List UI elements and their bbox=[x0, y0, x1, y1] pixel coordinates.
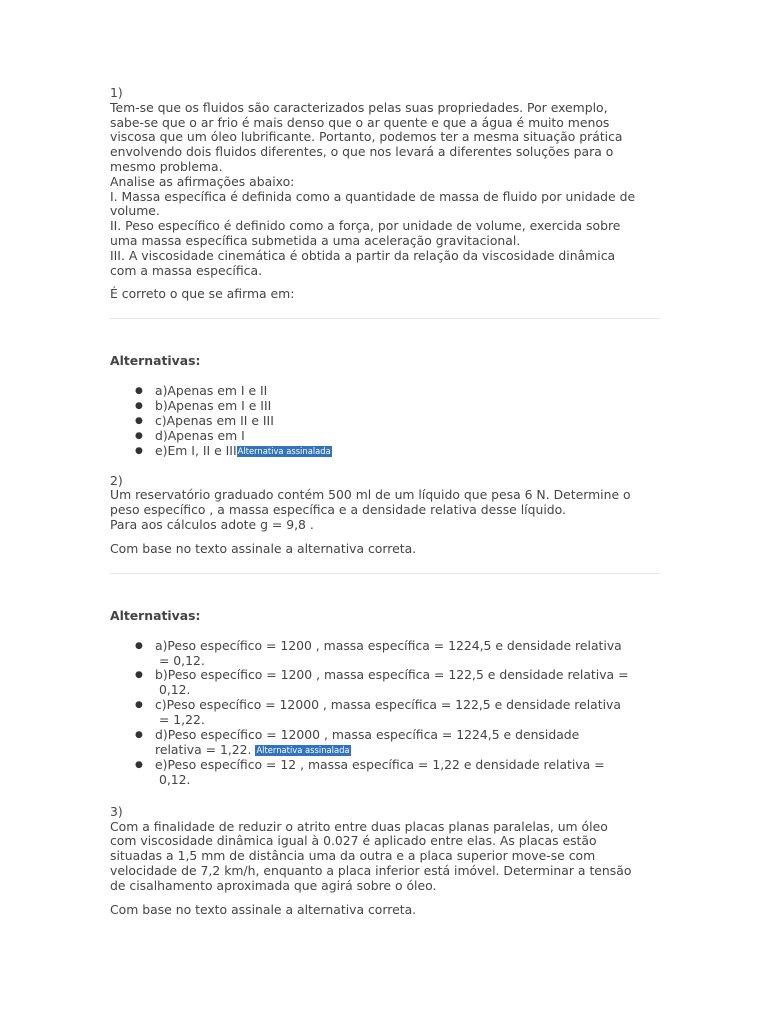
alternatives-list bbox=[110, 639, 662, 788]
document-content bbox=[110, 86, 662, 917]
bullet-icon: ● bbox=[135, 670, 143, 681]
bullet-icon: ● bbox=[135, 386, 143, 397]
question-number: 2) bbox=[110, 472, 123, 488]
statement-line: mesmo problema. bbox=[110, 158, 223, 174]
bullet-icon: ● bbox=[135, 730, 143, 741]
statement-line: Para aos cálculos adote g = 9,8 . bbox=[110, 517, 314, 533]
alternative-d[interactable] bbox=[110, 429, 662, 444]
statement-line: I. Massa específica é definida como a quantidade de massa de fluido por unidade de bbox=[110, 188, 636, 204]
alternative-text: e)Peso específico = 12 , massa específica = 1,22 e densidade relativa = bbox=[155, 756, 605, 772]
alternatives-title: Alternativas: bbox=[110, 607, 201, 623]
question-prompt: Com base no texto assinale a alternativa correta. bbox=[110, 901, 417, 917]
question-statement bbox=[110, 101, 662, 279]
bullet-icon: ● bbox=[135, 401, 143, 412]
question-number: 3) bbox=[110, 803, 123, 819]
statement-line: Com a finalidade de reduzir o atrito entre duas placas planas paralelas, um óleo bbox=[110, 818, 608, 834]
statement-line: Um reservatório graduado contém 500 ml de um líquido que pesa 6 N. Determine o bbox=[110, 487, 631, 503]
statement-line: peso específico , a massa específica e a densidade relativa desse líquido. bbox=[110, 502, 566, 518]
alternative-a[interactable] bbox=[110, 639, 662, 669]
alternative-b[interactable] bbox=[110, 399, 662, 414]
question-1 bbox=[110, 86, 662, 459]
statement-line: com a massa específica. bbox=[110, 262, 263, 278]
question-prompt: Com base no texto assinale a alternativa correta. bbox=[110, 540, 417, 556]
statement-line: Analise as afirmações abaixo: bbox=[110, 173, 295, 189]
alternative-b[interactable] bbox=[110, 668, 662, 698]
divider bbox=[110, 573, 660, 574]
statement-line: situadas a 1,5 mm de distância uma da outra e a placa superior move-se com bbox=[110, 848, 596, 864]
question-number: 1) bbox=[110, 85, 123, 100]
alternatives-title: Alternativas: bbox=[110, 353, 201, 369]
bullet-icon: ● bbox=[135, 415, 143, 426]
alternative-c[interactable] bbox=[110, 414, 662, 429]
alternative-text: b)Apenas em I e III bbox=[155, 398, 272, 414]
statement-line: Tem-se que os fluidos são caracterizados pelas suas propriedades. Por exemplo, bbox=[110, 99, 608, 115]
statement-line: sabe-se que o ar frio é mais denso que o ar quente e que a água é muito menos bbox=[110, 114, 610, 130]
statement-line: com viscosidade dinâmica igual à 0.027 é aplicado entre elas. As placas estão bbox=[110, 833, 597, 849]
question-2 bbox=[110, 474, 662, 788]
statement-line: II. Peso específico é definido como a força, por unidade de volume, exercida sobre bbox=[110, 218, 621, 234]
statement-line: viscosa que um óleo lubrificante. Portanto, podemos ter a mesma situação prática bbox=[110, 129, 623, 145]
alternative-d[interactable] bbox=[110, 728, 662, 758]
alternative-text: a)Apenas em I e II bbox=[155, 383, 268, 399]
alternative-text: d)Peso específico = 12000 , massa específica = 1224,5 e densidade bbox=[155, 727, 580, 743]
divider bbox=[110, 318, 660, 319]
statement-line: III. A viscosidade cinemática é obtida a partir da relação da viscosidade dinâmica bbox=[110, 247, 616, 263]
alternative-text-cont: = 0,12. bbox=[155, 652, 205, 668]
question-statement bbox=[110, 820, 662, 894]
alternatives-list bbox=[110, 384, 662, 459]
alternative-text: c)Apenas em II e III bbox=[155, 412, 274, 428]
statement-line: velocidade de 7,2 km/h, enquanto a placa inferior está imóvel. Determinar a tensão bbox=[110, 862, 632, 878]
alternative-text-cont: 0,12. bbox=[155, 682, 191, 698]
bullet-icon: ● bbox=[135, 759, 143, 770]
alternative-a[interactable] bbox=[110, 384, 662, 399]
alternative-text: d)Apenas em I bbox=[155, 427, 245, 443]
alternative-text-cont: 0,12. bbox=[155, 771, 191, 787]
alternative-text: e)Em I, II e III bbox=[155, 442, 237, 458]
bullet-icon: ● bbox=[135, 640, 143, 651]
bullet-icon: ● bbox=[135, 700, 143, 711]
alternative-text: c)Peso específico = 12000 , massa específica = 122,5 e densidade relativa bbox=[155, 697, 621, 713]
alternative-e[interactable] bbox=[110, 758, 662, 788]
alternative-text: b)Peso específico = 1200 , massa específica = 122,5 e densidade relativa = bbox=[155, 667, 629, 683]
bullet-icon: ● bbox=[135, 445, 143, 456]
alternative-text-cont: = 1,22. bbox=[155, 712, 205, 728]
statement-line: envolvendo dois fluidos diferentes, o que nos levará a diferentes soluções para o bbox=[110, 144, 614, 160]
statement-line: de cisalhamento aproximada que agirá sobre o óleo. bbox=[110, 877, 437, 893]
alternative-c[interactable] bbox=[110, 698, 662, 728]
selected-answer-badge: Alternativa assinalada bbox=[237, 445, 331, 456]
alternative-text-cont: relativa = 1,22. bbox=[155, 742, 256, 758]
selected-answer-badge: Alternativa assinalada bbox=[256, 745, 350, 756]
bullet-icon: ● bbox=[135, 430, 143, 441]
statement-line: volume. bbox=[110, 203, 160, 219]
question-statement bbox=[110, 488, 662, 532]
alternative-e[interactable] bbox=[110, 444, 662, 459]
question-3 bbox=[110, 805, 662, 918]
statement-line: uma massa específica submetida a uma aceleração gravitacional. bbox=[110, 232, 521, 248]
question-prompt: É correto o que se afirma em: bbox=[110, 286, 295, 302]
alternative-text: a)Peso específico = 1200 , massa específica = 1224,5 e densidade relativa bbox=[155, 637, 622, 653]
